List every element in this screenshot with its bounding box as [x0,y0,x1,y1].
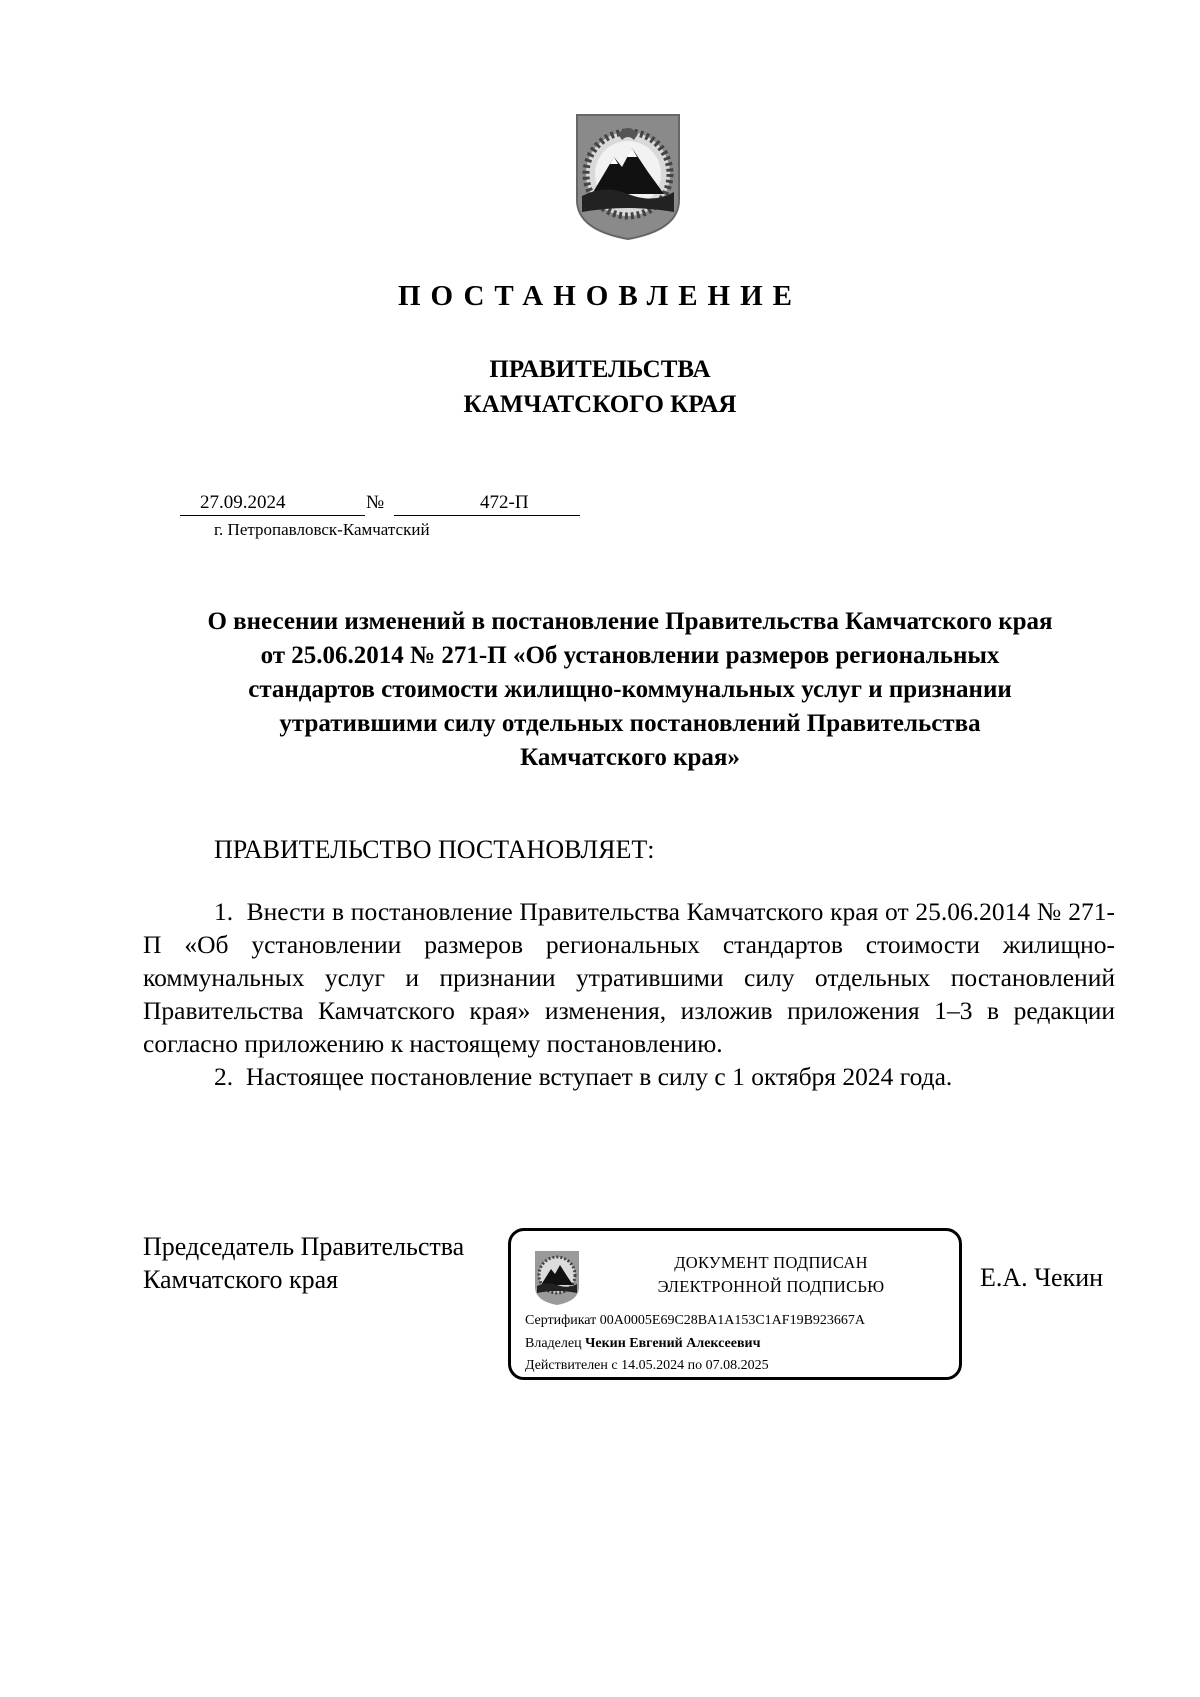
subject-line-4: утратившими силу отдельных постановлений Правительства [279,710,981,737]
signer-position-line-1: Председатель Правительства [143,1232,465,1261]
owner-label: Владелец [525,1336,582,1351]
stamp-heading-line-2: ЭЛЕКТРОННОЙ ПОДПИСЬЮ [657,1277,885,1296]
subject-line-1: О внесении изменений в постановление Правительства Камчатского края [207,608,1053,635]
stamp-validity [525,1358,769,1374]
valid-to-label: по [687,1358,703,1373]
electronic-signature-stamp [508,1228,962,1380]
decree-heading: ПРАВИТЕЛЬСТВО ПОСТАНОВЛЯЕТ: [214,835,655,864]
certificate-value: 00A0005E69C28BA1A153C1AF19B923667A [599,1313,866,1328]
owner-value: Чекин Евгений Алексеевич [585,1336,761,1351]
valid-from-label: с [611,1358,618,1373]
stamp-heading [591,1251,951,1299]
document-date: 27.09.2024 [200,492,286,513]
body-item-1: 1. Внести в постановление Правительства Камчатского края от 25.06.2014 № 271-П «Об установлении размеров региональных стандартов стоимости жилищно-коммунальных услуг и признании утратившими силу отдельных постановлений Правительства Камчатского края» изменения, изложив приложения 1–3 в редакции согласно приложению к настоящему постановлению. [143,897,1115,1058]
valid-from-date: 14.05.2024 [621,1358,685,1373]
coat-of-arms-icon [574,112,682,242]
date-underline [180,515,365,516]
number-sign: № [366,492,385,513]
document-number: 472-П [480,492,529,513]
subject-line-5: Камчатского края» [520,744,740,771]
issuer-line-2: КАМЧАТСКОГО КРАЯ [463,391,737,418]
valid-label: Действителен [525,1358,608,1373]
valid-to-date: 07.08.2025 [705,1358,769,1373]
issuer-name [0,352,1200,422]
issuer-line-1: ПРАВИТЕЛЬСТВА [489,356,711,383]
stamp-owner [525,1336,760,1352]
document-type: ПОСТАНОВЛЕНИЕ [397,280,802,312]
body-item-2: 2. Настоящее постановление вступает в силу с 1 октября 2024 года. [214,1062,953,1091]
subject-line-3: стандартов стоимости жилищно-коммунальных услуг и признании [248,676,1012,703]
signer-position [143,1230,464,1296]
stamp-certificate [525,1313,865,1329]
stamp-emblem-icon [533,1249,581,1307]
document-subject [130,605,1130,775]
signer-position-line-2: Камчатского края [143,1265,339,1294]
document-body [143,895,1115,1093]
stamp-heading-line-1: ДОКУМЕНТ ПОДПИСАН [674,1253,868,1272]
signer-name: Е.А. Чекин [980,1263,1104,1292]
number-underline [394,515,580,516]
certificate-label: Сертификат [525,1313,597,1328]
subject-line-2: от 25.06.2014 № 271-П «Об установлении размеров региональных [260,642,1000,669]
city-name: г. Петропавловск-Камчатский [214,520,430,539]
